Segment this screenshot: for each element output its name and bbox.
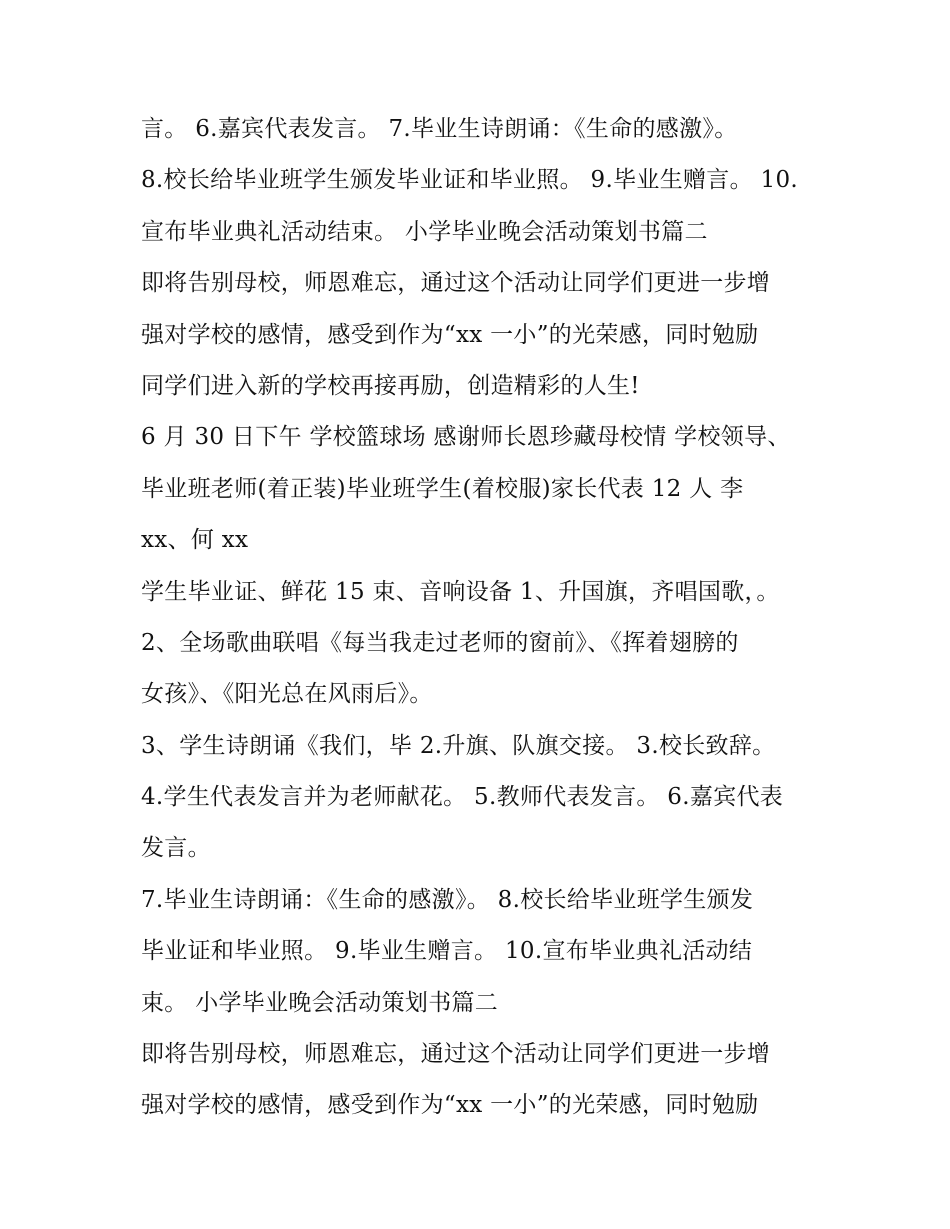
document-body bbox=[141, 104, 831, 1132]
text-line: 学生毕业证、鲜花 15 束、音响设备 1、升国旗，齐唱国歌，。 bbox=[141, 578, 780, 605]
text-line: 即将告别母校，师恩难忘，通过这个活动让同学们更进一步增 bbox=[141, 270, 771, 297]
text-line: 强对学校的感情，感受到作为“xx 一小”的光荣感，同时勉励 bbox=[141, 321, 759, 348]
text-line: 2、全场歌曲联唱《每当我走过老师的窗前》、《挥着翅膀的 bbox=[141, 629, 739, 656]
text-line: 8.校长给毕业班学生颁发毕业证和毕业照。 9.毕业生赠言。 10. bbox=[141, 167, 798, 194]
text-line: 4.学生代表发言并为老师献花。 5.教师代表发言。 6.嘉宾代表 bbox=[141, 784, 784, 811]
text-line: 束。 小学毕业晚会活动策划书篇二 bbox=[141, 989, 499, 1016]
text-line: 强对学校的感情，感受到作为“xx 一小”的光荣感，同时勉励 bbox=[141, 1092, 759, 1119]
text-line: 宣布毕业典礼活动结束。 小学毕业晚会活动策划书篇二 bbox=[141, 218, 708, 245]
text-line: 发言。 bbox=[141, 835, 211, 862]
text-line: 3、学生诗朗诵《我们，毕 2.升旗、队旗交接。 3.校长致辞。 bbox=[141, 732, 776, 759]
text-line: 毕业班老师(着正装)毕业班学生(着校服)家长代表 12 人 李 bbox=[141, 475, 744, 502]
text-line: 6 月 30 日下午 学校篮球场 感谢师长恩珍藏母校情 学校领导、 bbox=[141, 424, 791, 451]
text-line: 同学们进入新的学校再接再励，创造精彩的人生! bbox=[141, 372, 640, 399]
text-line: 毕业证和毕业照。 9.毕业生赠言。 10.宣布毕业典礼活动结 bbox=[141, 938, 753, 965]
text-line: 7.毕业生诗朗诵：《生命的感激》。 8.校长给毕业班学生颁发 bbox=[141, 886, 754, 913]
text-line: 女孩》、《阳光总在风雨后》。 bbox=[141, 681, 433, 708]
text-line: 言。 6.嘉宾代表发言。 7.毕业生诗朗诵：《生命的感激》。 bbox=[141, 116, 738, 142]
text-line: 即将告别母校，师恩难忘，通过这个活动让同学们更进一步增 bbox=[141, 1041, 771, 1068]
text-line: xx、何 xx bbox=[141, 527, 249, 554]
